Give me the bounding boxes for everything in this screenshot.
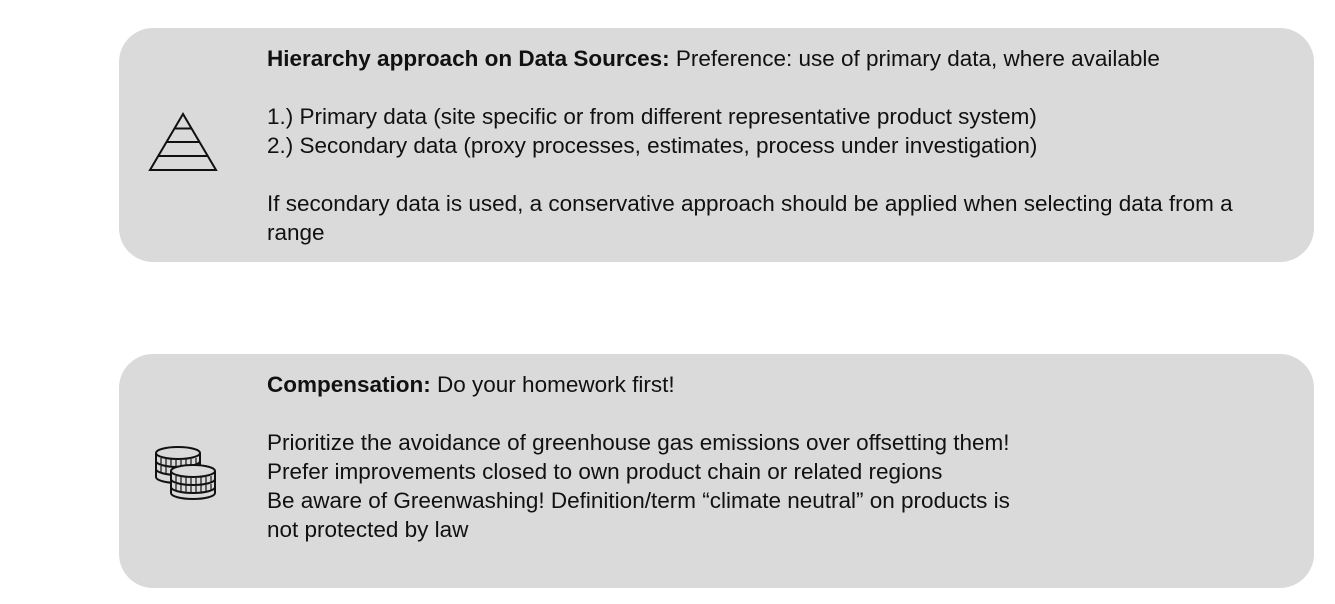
coins-icon [147,444,219,508]
compensation-text [267,370,1244,544]
compensation-heading: Compensation: [267,372,431,397]
compensation-intro: Do your homework first! [430,372,675,397]
hierarchy-title-line [267,44,1244,73]
pyramid-icon [147,110,219,174]
spacer [267,73,1244,102]
spacer [267,399,1244,428]
hierarchy-note: If secondary data is used, a conservative approach should be applied when selecting data from a range [267,191,1233,245]
hierarchy-intro: Preference: use of primary data, where available [669,46,1160,71]
compensation-title-line [267,370,1244,399]
compensation-item-3: Be aware of Greenwashing! Definition/term “climate neutral” on products is not protected by law [267,488,1010,542]
hierarchy-item-1: 1.) Primary data (site specific or from different representative product system) [267,104,1037,129]
compensation-item-2: Prefer improvements closed to own product chain or related regions [267,459,943,484]
hierarchy-item-2: 2.) Secondary data (proxy processes, estimates, process under investigation) [267,133,1038,158]
hierarchy-card [119,28,1314,262]
compensation-card [119,354,1314,588]
spacer [267,160,1244,189]
hierarchy-heading: Hierarchy approach on Data Sources: [267,46,670,71]
hierarchy-text [267,44,1244,247]
compensation-item-1: Prioritize the avoidance of greenhouse gas emissions over offsetting them! [267,430,1010,455]
